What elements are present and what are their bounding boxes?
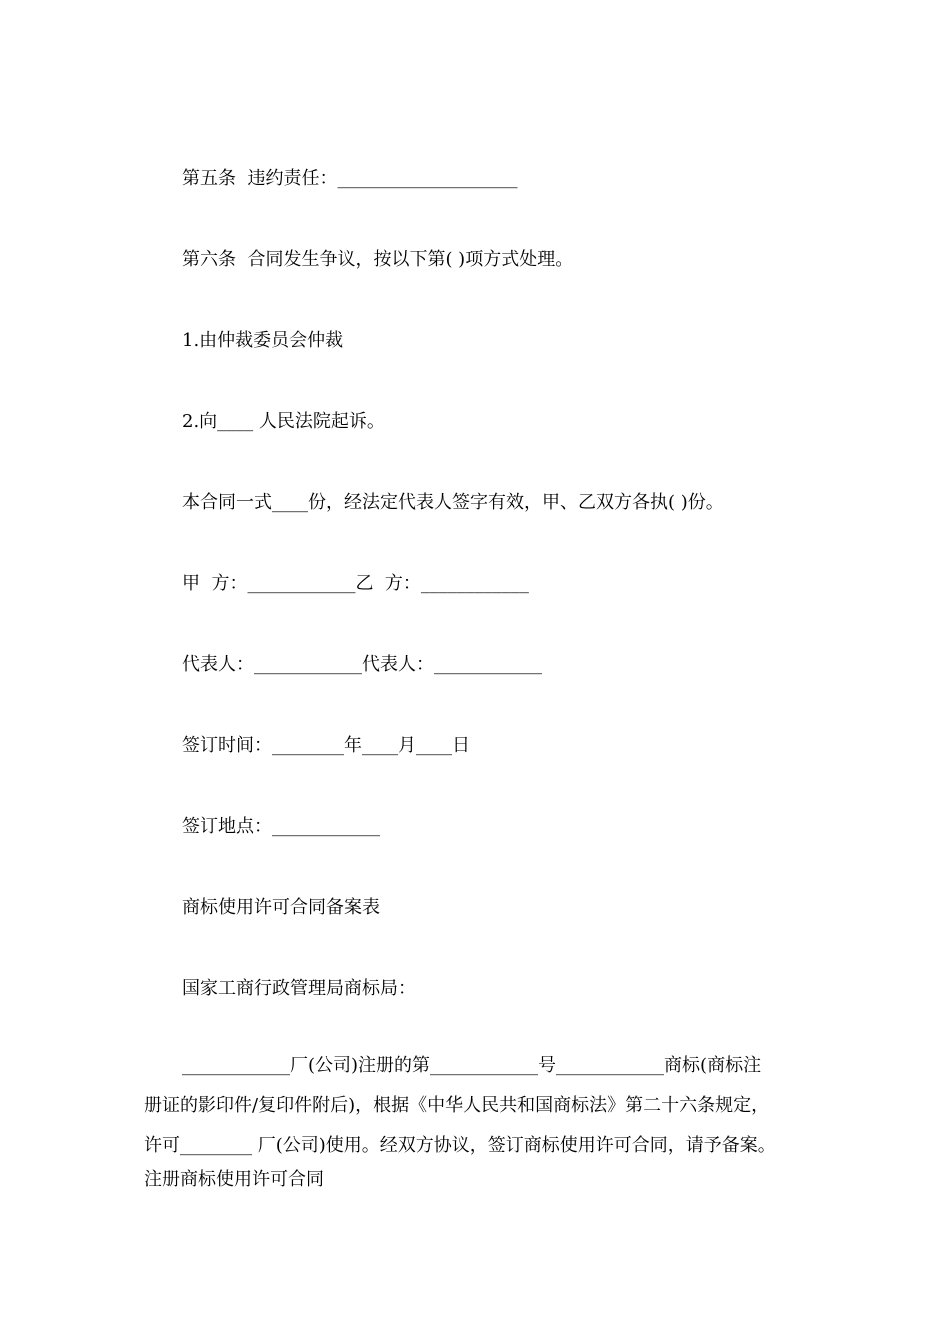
paragraph-line: 册证的影印件/复印件附后)，根据《中华人民共和国商标法》第二十六条规定，: [144, 1095, 770, 1116]
signing-date-line: 签订时间：________年____月____日: [182, 735, 470, 756]
article-5-breach-liability: 第五条 违约责任：____________________: [182, 168, 518, 189]
article-6-dispute-resolution: 第六条 合同发生争议，按以下第( )项方式处理。: [182, 249, 574, 270]
filing-paragraph: [144, 1046, 814, 1200]
addressee-line: 国家工商行政管理局商标局：: [182, 978, 416, 999]
filing-form-title: 商标使用许可合同备案表: [182, 897, 380, 918]
representative-line: 代表人：____________代表人：____________: [182, 654, 542, 675]
option-court: 2.向____ 人民法院起诉。: [182, 411, 385, 432]
paragraph-line: 注册商标使用许可合同: [144, 1169, 324, 1190]
paragraph-line: 许可________ 厂(公司)使用。经双方协议，签订商标使用许可合同，请予备案。: [144, 1135, 776, 1156]
paragraph-line: ____________厂(公司)注册的第____________号____________商标(商标注: [182, 1055, 762, 1076]
signing-place-line: 签订地点：____________: [182, 816, 380, 837]
copies-clause: 本合同一式____份，经法定代表人签字有效，甲、乙双方各执( )份。: [182, 492, 724, 513]
party-a-b-line: 甲 方：____________乙 方：____________: [182, 573, 529, 594]
option-arbitration: 1.由仲裁委员会仲裁: [182, 330, 344, 351]
